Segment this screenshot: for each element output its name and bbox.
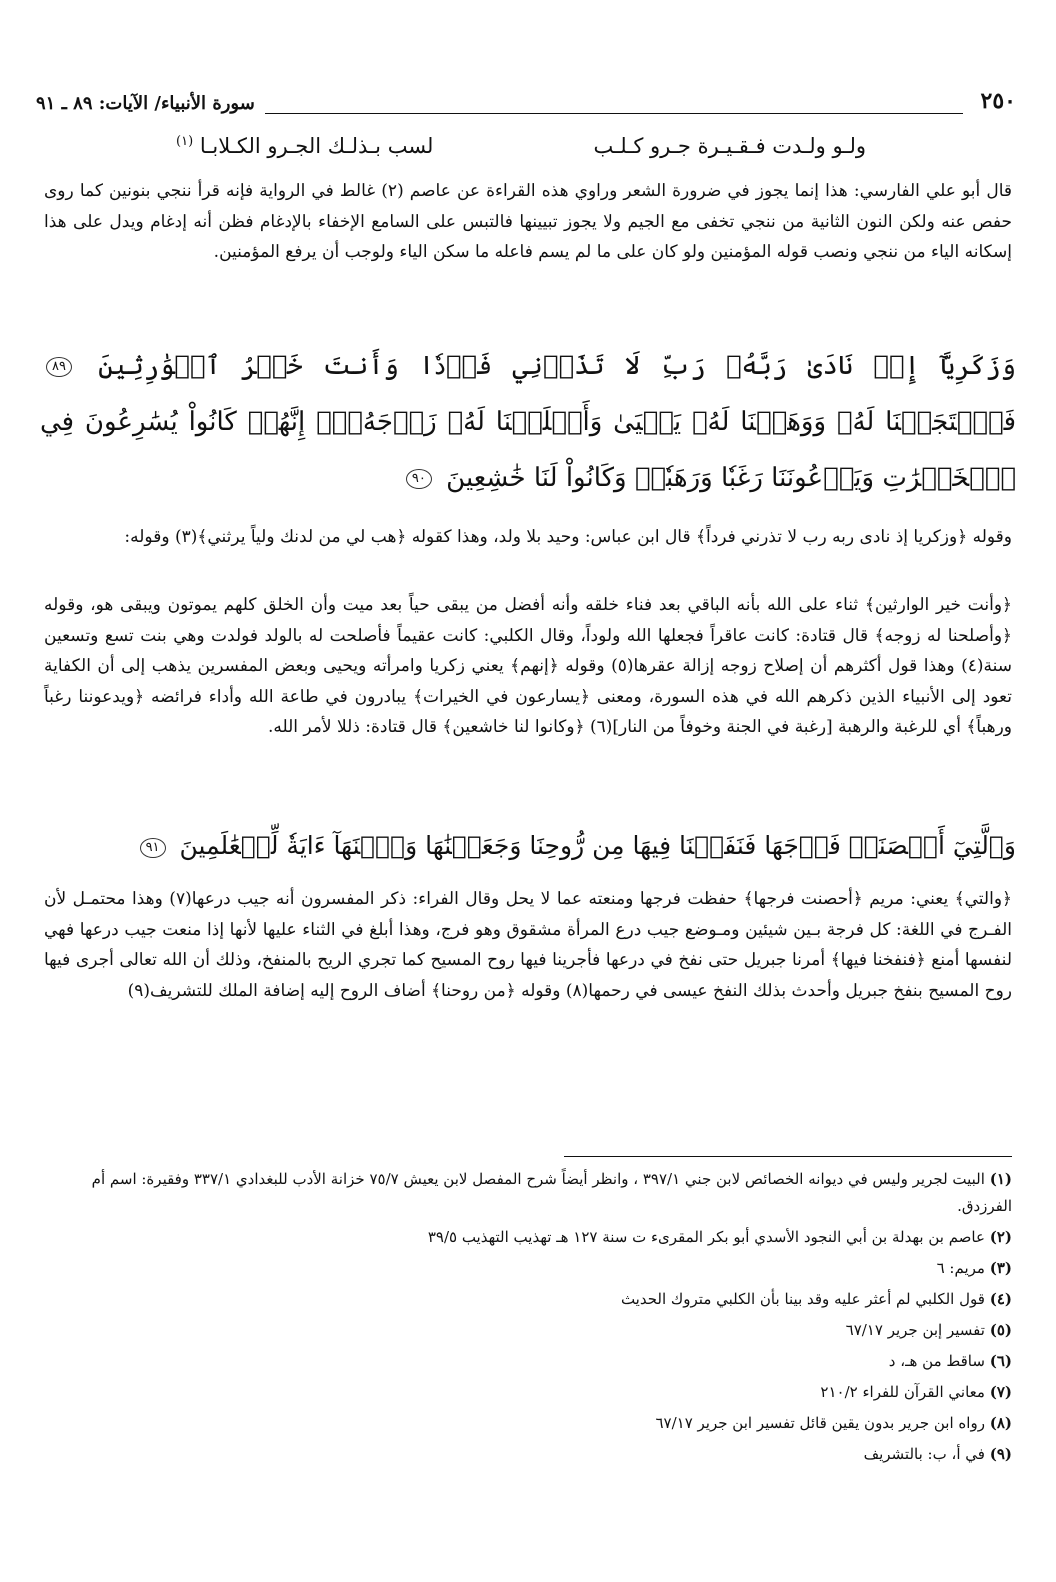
footnote: (٢) عاصم بن بهدلة بن أبي النجود الأسدي أبو بكر المقرىء ت سنة ١٢٧ هـ تهذيب التهذيب ٣٩/٥ bbox=[427, 1228, 1012, 1246]
footnote: (٥) تفسير إبن جرير ٦٧/١٧ bbox=[845, 1321, 1012, 1339]
quran-verse-90: فَٱسۡتَجَبۡنَا لَهُۥ وَوَهَبۡنَا لَهُۥ يَحۡيَىٰ وَأَصۡلَحۡنَا لَهُۥ زَوۡجَهُۥٓۚ إِنَّهُمۡ كَانُواْ يُسَٰرِعُونَ فِي ٱلۡخَيۡرَٰتِ وَيَدۡعُونَنَا رَغَبٗا وَرَهَبٗاۖ وَكَانُواْ لَنَا خَٰشِعِينَ bbox=[40, 407, 1016, 493]
ayah-number-89: ٨٩ bbox=[46, 357, 72, 377]
footnote: (٦) ساقط من هـ، د bbox=[888, 1352, 1012, 1370]
page-header bbox=[36, 80, 1016, 114]
footnote: (٤) قول الكلبي لم أعثر عليه وقد بينا بأن الكلبي متروك الحديث bbox=[620, 1290, 1012, 1308]
footnote: (٩) في أ، ب: بالتشريف bbox=[863, 1445, 1012, 1463]
header-rule bbox=[265, 93, 963, 114]
footnote-separator bbox=[564, 1156, 1012, 1157]
paragraph-text: قال أبو علي الفارسي: هذا إنما يجوز في ضرورة الشعر وراوي هذه القراءة عن عاصم (٢) غالط في الرواية فإنه قرأ ننجي بنونين كما روى حفص عنه ولكن النون الثانية من ننجي تخفى مع الجيم ولا يجوز تبيينها فالتبس على السامع الإخفاء بالإدغام فظن أنه إدغام ويدل على هذا إسكانه الياء من ننجي ونصب قوله المؤمنين ولو كان على ما لم يسم فاعله ما سكن الياء ولوجب أن يرفع المؤمنين. bbox=[44, 181, 1013, 262]
quran-verse-91 bbox=[40, 826, 1016, 866]
paragraph-text: ﴿وأنت خير الوارثين﴾ ثناء على الله بأنه الباقي بعد فناء خلقه وأنه أفضل من يبقى حياً بعد ميت وأن الخلق كلهم يموتون ويبقى هو، وقوله ﴿وأصلحنا له زوجه﴾ قال قتادة: كانت عاقراً فجعلها الله ولوداً، وقال الكلبي: كانت عقيماً فأصلحت له بالولد فولدت وهي بنت تسع وتسعين سنة(٤) وهذا قول أكثرهم أن إصلاح زوجه إزالة عقرها(٥) وقوله ﴿إنهم﴾ يعني زكريا وامرأته ويحيى وبعض المفسرين يذهب إلى أن الكفاية تعود إلى الأنبياء الذين ذكرهم الله في هذه السورة، ومعنى ﴿يسارعون في الخيرات﴾ يبادرون في طاعة الله وأداء فرائضه ﴿ويدعوننا رغباً ورهباً﴾ أي للرغبة والرهبة [رغبة في الجنة وخوفاً من النار](٦) ﴿وكانوا لنا خاشعين﴾ قال قتادة: ذللا لأمر الله. bbox=[44, 595, 1012, 737]
paragraph-maryam bbox=[44, 884, 1012, 1006]
paragraph-farisi bbox=[44, 176, 1012, 268]
ayah-number-91: ٩١ bbox=[140, 838, 166, 858]
footnote-ref: (١) bbox=[176, 134, 194, 149]
page-number: ٢٥٠ bbox=[980, 88, 1016, 114]
paragraph-commentary bbox=[44, 590, 1012, 743]
verse-first-hemistich: ولـو ولـدت فـقـيـرة جـرو كـلـب bbox=[593, 134, 866, 158]
paragraph-text: وقوله ﴿وزكريا إذ نادى ربه رب لا تذرني فرداً﴾ قال ابن عباس: وحيد بلا ولد، وهذا كقوله ﴿هب لي من لدنك ولياً يرثني﴾(٣) وقوله: bbox=[124, 527, 1012, 547]
footnote: (٣) مريم: ٦ bbox=[936, 1259, 1012, 1277]
quran-verses-89-90 bbox=[40, 338, 1016, 506]
footnote: (٨) رواه ابن جرير بدون يقين قائل تفسير ابن جرير ٦٧/١٧ bbox=[655, 1414, 1012, 1432]
footnotes bbox=[44, 1166, 1012, 1472]
paragraph-zakariya bbox=[44, 522, 1012, 553]
running-title: سورة الأنبياء/ الآيات: ٨٩ ـ ٩١ bbox=[36, 93, 255, 114]
footnote: (١) البيت لجرير وليس في ديوانه الخصائص لابن جني ٣٩٧/١ ، وانظر أيضاً شرح المفصل لابن يعيش ٧٥/٧ خزانة الأدب للبغدادي ٣٣٧/١ وفقيرة: اسم أم الفرزدق. bbox=[91, 1170, 1012, 1215]
footnote: (٧) معاني القرآن للفراء ٢١٠/٢ bbox=[820, 1383, 1012, 1401]
verse-second-hemistich: لسب بـذلـك الجـرو الكـلابـا $^{(١)}$ bbox=[176, 134, 434, 158]
poetry-verse bbox=[176, 134, 866, 158]
paragraph-text: ﴿والتي﴾ يعني: مريم ﴿أحصنت فرجها﴾ حفظت فرجها ومنعته عما لا يحل وقال الفراء: ذكر المفسرون أنه جيب درعها(٧) وهذا محتمـل لأن الفـرج في اللغة: كل فرجة بـين شيئين ومـوضع جيب درع المرأة مشقوق وهو فرج، وهذا أبلغ في الثناء عليها لأنها إذا منعت جيب درعها فهي لنفسها أمنع ﴿فنفخنا فيها﴾ أمرنا جبريل حتى نفخ في درعها فأجرينا فيها روح المسيح كما تجري الريح بالمنفخ، وذلك أن الله تعالى أجرى فيها روح المسيح بنفخ جبريل وأحدث بذلك النفخ عيسى في رحمها(٨) وقوله ﴿من روحنا﴾ أضاف الروح إليه إضافة الملك للتشريف(٩) bbox=[44, 889, 1012, 1001]
quran-verse-text: وَٱلَّتِيٓ أَحۡصَنَتۡ فَرۡجَهَا فَنَفَخۡنَا فِيهَا مِن رُّوحِنَا وَجَعَلۡنَٰهَا وَٱبۡنَهَآ ءَايَةٗ لِّلۡعَٰلَمِينَ bbox=[179, 831, 1016, 860]
quran-verse-89: وَزَكَرِيَّآ إِذۡ نَادَىٰ رَبَّهُۥ رَبِّ لَا تَذَرۡنِي فَرۡدٗا وَأَنتَ خَيۡرُ ٱلۡوَٰرِثِينَ bbox=[98, 351, 1017, 381]
ayah-number-90: ٩٠ bbox=[406, 469, 432, 489]
